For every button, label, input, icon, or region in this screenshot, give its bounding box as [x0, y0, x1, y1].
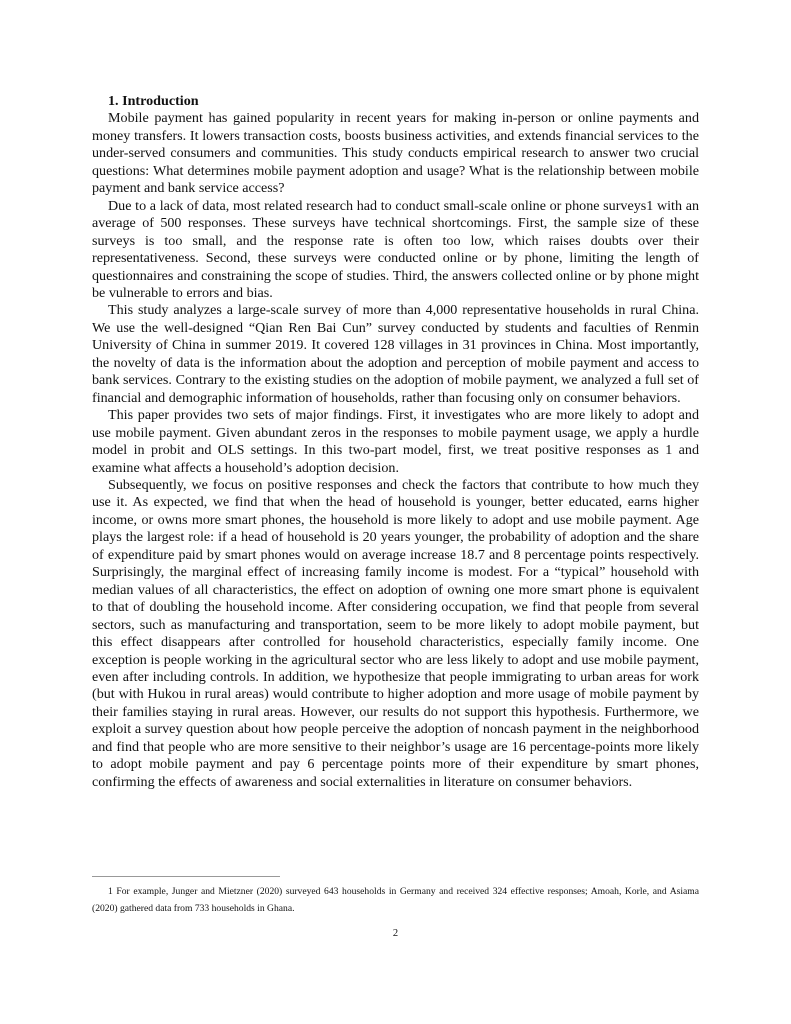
page-number: 2 — [392, 928, 399, 939]
page-body — [92, 93, 699, 791]
footnote-divider — [92, 876, 280, 877]
paragraph-4: This paper provides two sets of major findings. First, it investigates who are more likely to adopt and use mobile payment. Given abundant zeros in the responses to mobile payment usage, we apply a hurdle model in probit and OLS settings. In this two-part model, first, we treat positive responses as 1 and examine what affects a household’s adoption decision. — [92, 407, 699, 476]
paragraph-1: Mobile payment has gained popularity in recent years for making in-person or online payments and money transfers. It lowers transaction costs, boosts business activities, and extends financial services to the under-served consumers and communities. This study conducts empirical research to answer two crucial questions: What determines mobile payment adoption and usage? What is the relationship between mobile payment and bank service access? — [92, 110, 699, 197]
footnote: 1 For example, Junger and Mietzner (2020) surveyed 643 households in Germany and received 324 effective responses; Amoah, Korle, and Asiama (2020) gathered data from 733 households in Ghana. — [92, 886, 699, 914]
paragraph-3: This study analyzes a large-scale survey of more than 4,000 representative households in rural China. We use the well-designed “Qian Ren Bai Cun” survey conducted by students and faculties of Renmin University of China in summer 2019. It covered 128 villages in 31 provinces in China. Most importantly, the novelty of data is the information about the adoption and perception of mobile payment and access to bank services. Contrary to the existing studies on the adoption of mobile payment, we analyzed a full set of financial and demographic information of households, rather than focusing only on consumer behaviors. — [92, 302, 699, 406]
paragraph-2: Due to a lack of data, most related research had to conduct small-scale online or phone surveys1 with an average of 500 responses. These surveys have technical shortcomings. First, the sample size of these surveys is too small, and the response rate is often too low, which raises doubts over their representativeness. Second, these surveys were conducted online or by phone, limiting the length of questionnaires and constraining the scope of studies. Third, the answers collected online or by phone might be vulnerable to errors and bias. — [92, 197, 699, 301]
paragraph-5: Subsequently, we focus on positive responses and check the factors that contribute to how much they use it. As expected, we find that when the head of household is younger, better educated, earns higher income, or owns more smart phones, the household is more likely to adopt and use mobile payment. Age plays the largest role: if a head of household is 20 years younger, the probability of adoption and the share of expenditure paid by smart phones would on average increase 18.7 and 8 percentage points respectively. Surprisingly, the marginal effect of increasing family income is modest. For a “typical” household with median values of all characteristics, the effect on adoption of owning one more smart phone is equivalent to that of doubling the household income. After considering occupation, we find that people from several sectors, such as manufacturing and transportation, seem to be more likely to adopt mobile payment, but this effect disappears after controlled for household characteristics, especially family income. One exception is people working in the agricultural sector who are less likely to adopt and use mobile payment, even after including controls. In addition, we hypothesize that people immigrating to urban areas for work (but with Hukou in rural areas) would contribute to higher adoption and more usage of mobile payment by their families staying in rural areas. However, our results do not support this hypothesis. Furthermore, we exploit a survey question about how people perceive the adoption of noncash payment in the neighborhood and find that people who are more sensitive to their neighbor’s usage are 16 percentage-points more likely to adopt mobile payment and pay 6 percentage points more of their expenditure by smart phones, confirming the effects of awareness and social externalities in literature on consumer behaviors. — [92, 476, 699, 790]
section-heading: 1. Introduction — [108, 93, 199, 109]
